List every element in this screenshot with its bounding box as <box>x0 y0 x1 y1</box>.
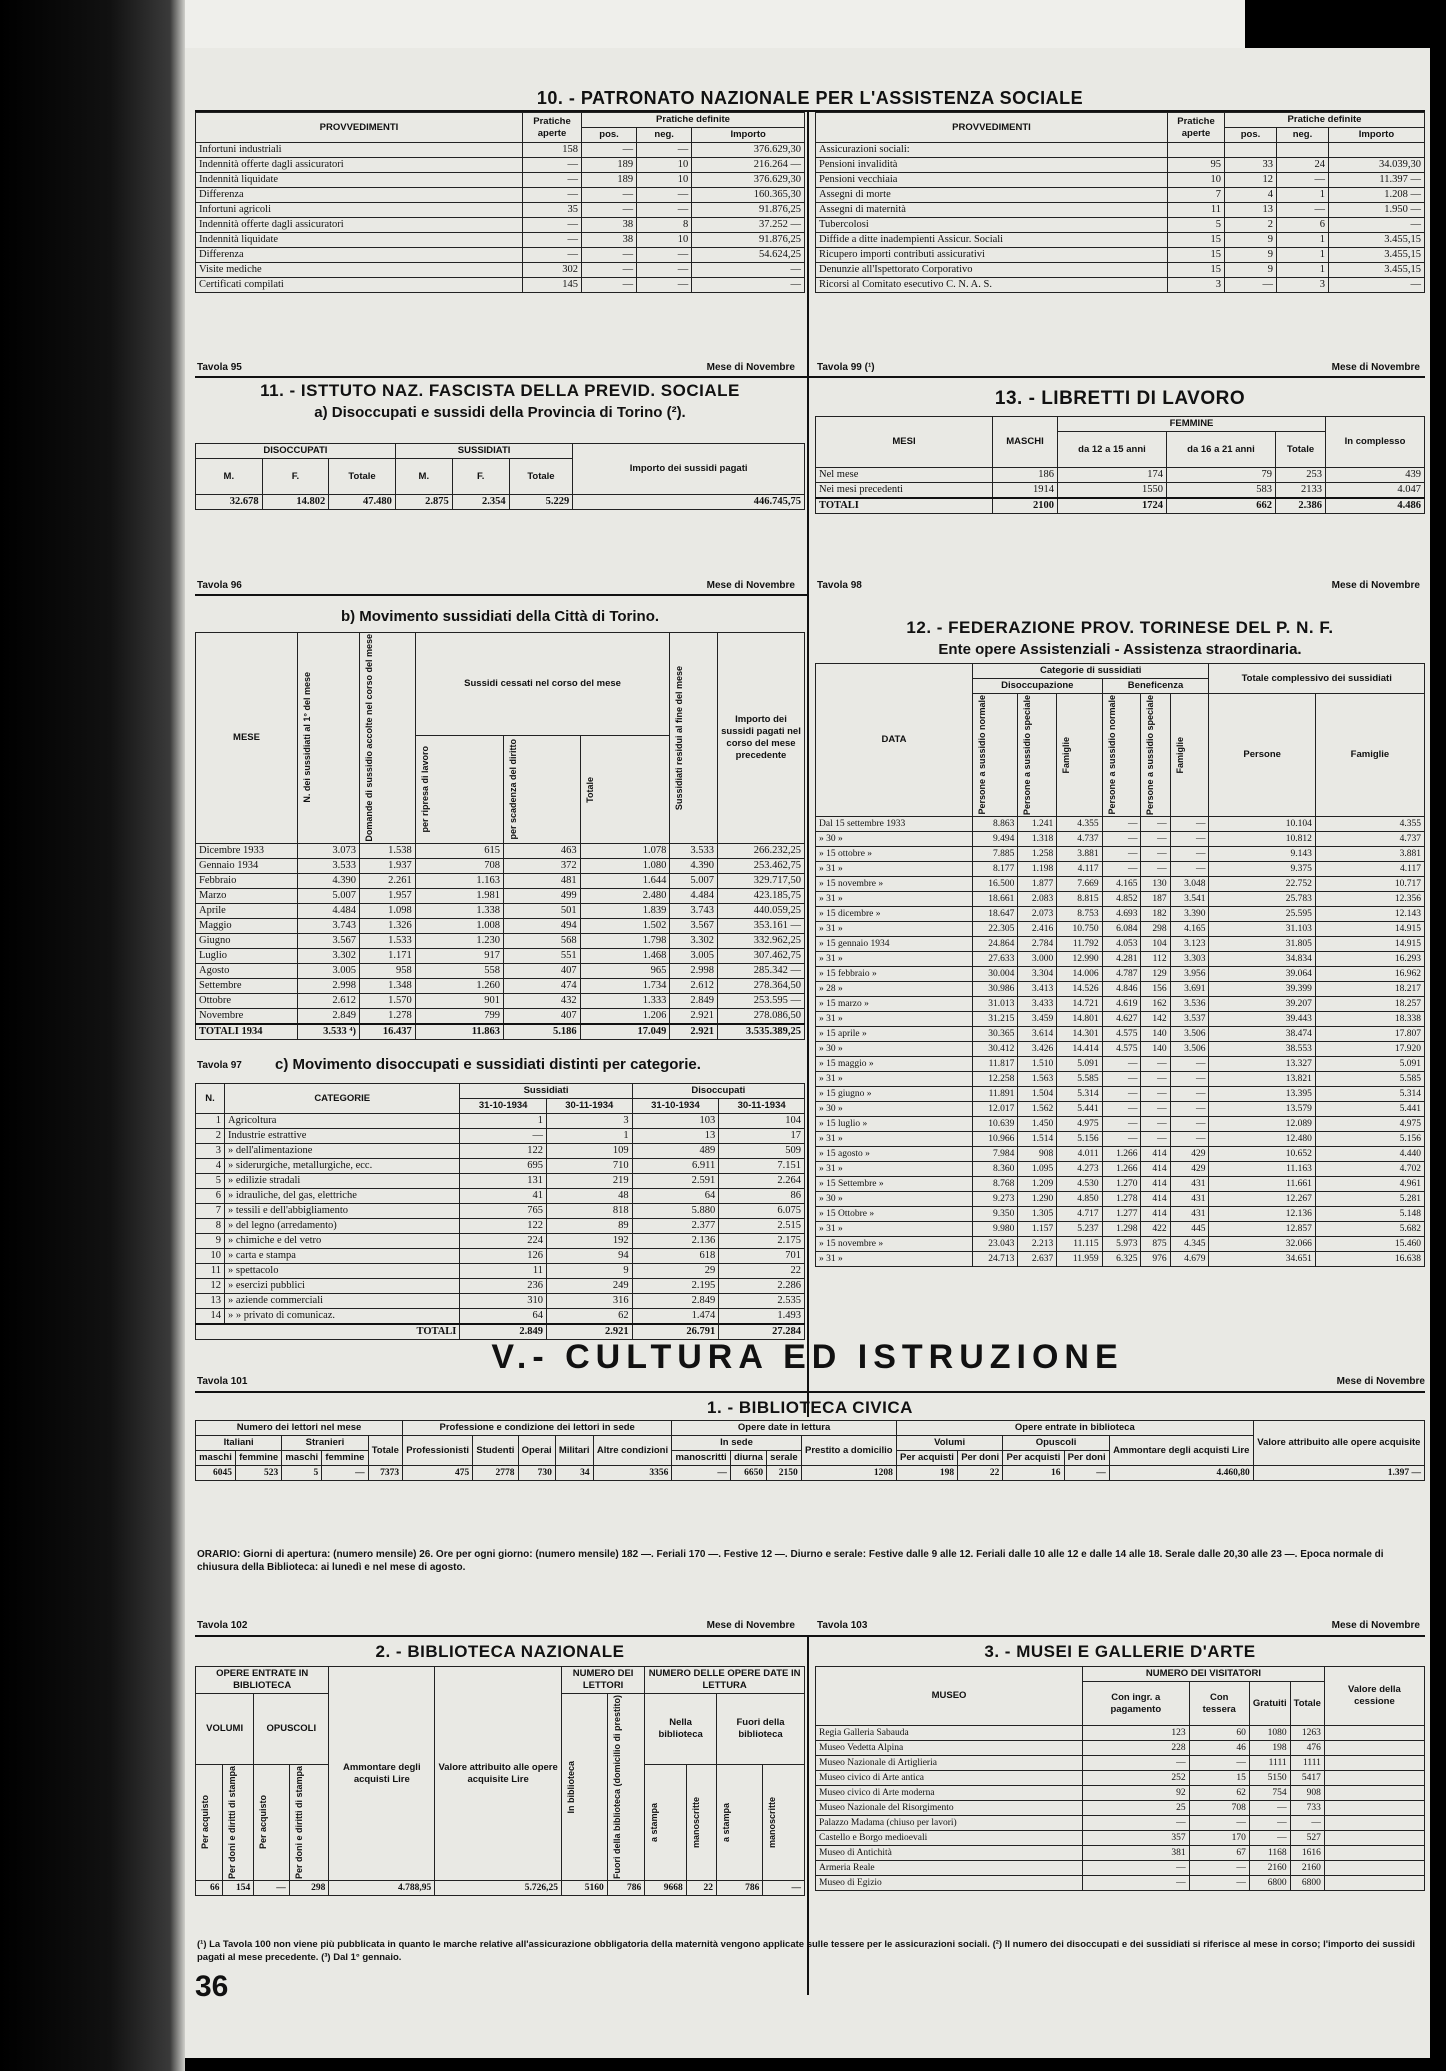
patronato-right-table-wrap <box>815 112 1425 402</box>
table-row: 12 » esercizi pubblici 236 249 2.195 2.286 <box>196 1279 805 1294</box>
istituto-c-table: N. CATEGORIE Sussidiati Disoccupati 31-10-1934 30-11-1934 31-10-1934 30-11-1934 1 Agricoltura 1 3 103 104 2 Industrie estrattive — 1 13 17 3 » dell'alimentazione 122 109 489 509 4 » siderurgiche, metallurgiche, ecc. 695 710 6.911 7.151 5 » edilizie stradali 131 219 2.591 2.264 6 » idrauliche, del gas, elettriche 41 48 64 86 7 » tessili e dell'abbigliamento 765 818 5.880 6.075 8 » del legno (arredamento) 122 89 2.377 2.515 9 » chimiche e del vetro 224 192 2.136 2.175 10 » carta e stampa 126 94 618 701 11 » spettacolo 11 9 29 22 12 » esercizi pubblici 236 249 2.195 2.286 13 » aziende commerciali 310 316 2.849 2.535 14 » » privato di comunicaz. 64 62 1.474 1.493 TOTALI 2.849 2.921 26.791 27.284 <box>195 1083 805 1340</box>
table-row: » 31 » 31.215 3.459 14.801 4.627 142 3.537 39.443 18.338 <box>816 1012 1425 1027</box>
rule <box>195 594 807 596</box>
mese-102: Mese di Novembre <box>706 1620 795 1631</box>
table-row: » 15 Settembre » 8.768 1.209 4.530 1.270 414 431 11.661 4.961 <box>816 1177 1425 1192</box>
table-row: Assicurazioni sociali: <box>816 143 1425 158</box>
biblioteca-civica-table: Numero dei lettori nel mese Professione e condizione dei lettori in sede Opere date in lettura Opere entrate in biblioteca Valore attribuito alle opere acquisite Italiani Stranieri Totale Professionisti Studenti Operai Militari Altre condizioni In sede Prestito a domicilio Volumi Opuscoli Ammontare degli acquisti Lire maschi femmine maschi femmine manoscritti diurna serale Per acquisti Per doni Per acquisti Per doni 6045 523 5 — 7373 475 2778 730 34 3356 — 6650 2150 1208 198 22 16 — 4.460,80 1.397 — <box>195 1420 1425 1481</box>
table-row: Infortuni agricoli 35 — — 91.876,25 <box>196 203 805 218</box>
col-provvedimenti: PROVVEDIMENTI <box>816 113 1168 143</box>
table-row: 11 » spettacolo 11 9 29 22 <box>196 1264 805 1279</box>
orario-note: ORARIO: Giorni di apertura: (numero mensile) 26. Ore per ogni giorno: (numero mensile) 182 —. Feriali 170 —. Festive 12 —. Diurno e serale: Festive dalle 9 alle 12. Feriali dalle 10 alle 12 e dalle 14 alle 18. Serale dalle 20,30 alle 23 —. Epoca normale di chiusura della Biblioteca: ai lunedì e nel mese di agosto. <box>197 1549 1384 1573</box>
table-row: Museo di Egizio — — 6800 6800 <box>816 1876 1425 1891</box>
table-row: Assegni di morte 7 4 1 1.208 — <box>816 188 1425 203</box>
table-row: » 28 » 30.986 3.413 14.526 4.846 156 3.691 39.399 18.217 <box>816 982 1425 997</box>
col-definite: Pratiche definite <box>1225 113 1425 128</box>
table-row: 5 » edilizie stradali 131 219 2.591 2.264 <box>196 1174 805 1189</box>
table-row: » 15 giugno » 11.891 1.504 5.314 — — — 13.395 5.314 <box>816 1087 1425 1102</box>
tavola-99: Tavola 99 (¹) <box>817 362 875 373</box>
table-row: Infortuni industriali 158 — — 376.629,30 <box>196 143 805 158</box>
table-row: 8 » del legno (arredamento) 122 89 2.377 2.515 <box>196 1219 805 1234</box>
table-row: » 15 novembre » 23.043 2.213 11.115 5.973 875 4.345 32.066 15.460 <box>816 1237 1425 1252</box>
col-sussidiati: SUSSIDIATI <box>395 444 572 459</box>
table-row: » 15 dicembre » 18.647 2.073 8.753 4.693 182 3.390 25.595 12.143 <box>816 907 1425 922</box>
table-row: Armeria Reale — — 2160 2160 <box>816 1861 1425 1876</box>
table-row: 3 » dell'alimentazione 122 109 489 509 <box>196 1144 805 1159</box>
table-row: » 31 » 10.966 1.514 5.156 — — — 12.480 5.156 <box>816 1132 1425 1147</box>
col-pos: pos. <box>582 128 637 143</box>
col-neg: neg. <box>1276 128 1328 143</box>
table-row: 13 » aziende commerciali 310 316 2.849 2.535 <box>196 1294 805 1309</box>
col-aperte: Pratiche aperte <box>523 113 582 143</box>
table-row: Settembre 2.998 1.348 1.260 474 1.734 2.612 278.364,50 <box>196 978 805 993</box>
table-row: » 15 gennaio 1934 24.864 2.784 11.792 4.053 104 3.123 31.805 14.915 <box>816 937 1425 952</box>
rule <box>195 376 1425 378</box>
table-row: » 15 marzo » 31.013 3.433 14.721 4.619 162 3.536 39.207 18.257 <box>816 997 1425 1012</box>
biblioteca-nazionale-title: 2. - BIBLIOTECA NAZIONALE <box>375 1642 625 1661</box>
table-row: Indennità offerte dagli assicuratori — 38 8 37.252 — <box>196 218 805 233</box>
table-row: » 15 febbraio » 30.004 3.304 14.006 4.787 129 3.956 39.064 16.962 <box>816 967 1425 982</box>
mese-96: Mese di Novembre <box>706 580 795 591</box>
col-pos: pos. <box>1225 128 1277 143</box>
table-row: Ricupero importi contributi assicurativi 15 9 1 3.455,15 <box>816 248 1425 263</box>
scan-left-shadow <box>0 0 185 2071</box>
table-row: Aprile 4.484 1.098 1.338 501 1.839 3.743 440.059,25 <box>196 903 805 918</box>
patronato-title: 10. - PATRONATO NAZIONALE PER L'ASSISTENZA SOCIALE <box>536 88 1084 108</box>
table-row: 66 154 — 298 4.788,95 5.726,25 5160 786 9668 22 786 — <box>196 1881 805 1896</box>
table-row: Museo civico di Arte moderna 92 62 754 908 <box>816 1786 1425 1801</box>
patronato-left-table <box>195 112 805 293</box>
table-row: » 30 » 12.017 1.562 5.441 — — — 13.579 5.441 <box>816 1102 1425 1117</box>
table-row: » 15 aprile » 30.365 3.614 14.301 4.575 140 3.506 38.474 17.807 <box>816 1027 1425 1042</box>
mese-98: Mese di Novembre <box>1331 580 1420 591</box>
tavola-101: Tavola 101 <box>197 1376 248 1387</box>
table-row: Agosto 3.005 958 558 407 965 2.998 285.342 — <box>196 963 805 978</box>
mese-99: Mese di Novembre <box>1331 362 1420 373</box>
document-page <box>185 48 1430 2058</box>
scan-top-margin <box>185 0 1245 48</box>
istituto-header <box>195 381 805 441</box>
center-rule <box>807 112 809 1417</box>
istituto-sub-a: a) Disoccupati e sussidi della Provincia di Torino (²). <box>314 404 686 421</box>
table-row: Luglio 3.302 1.171 917 551 1.468 3.005 307.462,75 <box>196 948 805 963</box>
istituto-title: 11. - ISTTUTO NAZ. FASCISTA DELLA PREVID. SOCIALE <box>260 381 740 400</box>
table-row: » 15 maggio » 11.817 1.510 5.091 — — — 13.327 5.091 <box>816 1057 1425 1072</box>
table-row: » 31 » 27.633 3.000 12.990 4.281 112 3.303 34.834 16.293 <box>816 952 1425 967</box>
table-row: Museo di Antichità 381 67 1168 1616 <box>816 1846 1425 1861</box>
col-f: F. <box>262 459 329 495</box>
istituto-b-table-wrap <box>195 632 805 1042</box>
table-row: Regia Galleria Sabauda 123 60 1080 1263 <box>816 1726 1425 1741</box>
table-row: Indennità offerte dagli assicuratori — 189 10 216.264 — <box>196 158 805 173</box>
table-row: Indennità liquidate — 38 10 91.876,25 <box>196 233 805 248</box>
patronato-right-table <box>815 112 1425 293</box>
table-row: Museo Nazionale del Risorgimento 25 708 — 733 <box>816 1801 1425 1816</box>
table-row: Nei mesi precedenti 1914 1550 583 2133 4.047 <box>816 483 1425 499</box>
libretti-title: 13. - LIBRETTI DI LAVORO <box>994 388 1246 409</box>
col-totale: Totale <box>329 459 396 495</box>
col-disoccupati: DISOCCUPATI <box>196 444 396 459</box>
istituto-sub-b: b) Movimento sussidiati della Città di Torino. <box>340 608 660 625</box>
table-row: Museo Vedetta Alpina 228 46 198 476 <box>816 1741 1425 1756</box>
libretti-table-wrap <box>815 416 1425 576</box>
tavola-103: Tavola 103 <box>817 1620 868 1631</box>
table-row: 14 » » privato di comunicaz. 64 62 1.474 1.493 <box>196 1309 805 1325</box>
istituto-a-table-wrap <box>195 443 805 543</box>
table-row: Differenza — — — 160.365,30 <box>196 188 805 203</box>
table-row: Febbraio 4.390 2.261 1.163 481 1.644 5.007 329.717,50 <box>196 873 805 888</box>
total-row: TOTALI 2100 1724 662 2.386 4.486 <box>816 498 1425 514</box>
table-row: » 15 luglio » 10.639 1.450 4.975 — — — 12.089 4.975 <box>816 1117 1425 1132</box>
biblioteca-civica-title: 1. - BIBLIOTECA CIVICA <box>707 1398 913 1417</box>
musei-table-wrap <box>815 1666 1425 1976</box>
col-m: M. <box>196 459 263 495</box>
table-row: 7 » tessili e dell'abbigliamento 765 818 5.880 6.075 <box>196 1204 805 1219</box>
biblioteca-nazionale-table: OPERE ENTRATE IN BIBLIOTECA Ammontare degli acquisti Lire Valore attribuito alle opere acquisite Lire NUMERO DEI LETTORI NUMERO DELLE OPERE DATE IN LETTURA VOLUMI OPUSCOLI In biblioteca Fuori della biblioteca (domicilio di prestito) Nella biblioteca Fuori della biblioteca Per acquisto Per doni e diritti di stampa Per acquisto Per doni e diritti di stampa a stampa manoscritte a stampa manoscritte 66 154 — 298 4.788,95 5.726,25 5160 786 9668 22 786 — <box>195 1666 805 1896</box>
table-row: 6 » idrauliche, del gas, elettriche 41 48 64 86 <box>196 1189 805 1204</box>
tavola-96: Tavola 96 <box>197 580 242 591</box>
table-row: » 15 agosto » 7.984 908 4.011 1.266 414 429 10.652 4.440 <box>816 1147 1425 1162</box>
col-totale: Totale <box>509 459 573 495</box>
table-row: » 30 » 9.273 1.290 4.850 1.278 414 431 12.267 5.281 <box>816 1192 1425 1207</box>
tavola-97: Tavola 97 <box>197 1060 242 1071</box>
table-row: Gennaio 1934 3.533 1.937 708 372 1.080 4.390 253.462,75 <box>196 858 805 873</box>
table-row: Pensioni vecchiaia 10 12 — 11.397 — <box>816 173 1425 188</box>
table-row: 9 » chimiche e del vetro 224 192 2.136 2.175 <box>196 1234 805 1249</box>
table-row: 1 Agricoltura 1 3 103 104 <box>196 1114 805 1129</box>
table-row: » 15 novembre » 16.500 1.877 7.669 4.165 130 3.048 22.752 10.717 <box>816 877 1425 892</box>
total-row: TOTALI 1934 3.533 ⁴) 16.437 11.863 5.186 17.049 2.921 3.535.389,25 <box>196 1024 805 1040</box>
istituto-b-table: MESE N. dei sussidiati al 1° del mese Domande di sussidio accolte nel corso del mese Sussidi cessati nel corso del mese Sussidiati residui al fine del mese Importo dei sussidi pagati nel corso del mese precedente per ripresa di lavoro per scadenza del diritto Totale Dicembre 1933 3.073 1.538 615 463 1.078 3.533 266.232,25 Gennaio 1934 3.533 1.937 708 372 1.080 4.390 253.462,75 Febbraio 4.390 2.261 1.163 481 1.644 5.007 329.717,50 Marzo 5.007 1.957 1.981 499 2.480 4.484 423.185,75 Aprile 4.484 1.098 1.338 501 1.839 3.743 440.059,25 Maggio 3.743 1.326 1.008 494 1.502 3.567 353.161 — Giugno 3.567 1.533 1.230 568 1.798 3.302 332.962,25 Luglio 3.302 1.171 917 551 1.468 3.005 307.462,75 Agosto 3.005 958 558 407 965 2.998 285.342 — Settembre 2.998 1.348 1.260 474 1.734 2.612 278.364,50 Ottobre 2.612 1.570 901 432 1.333 2.849 253.595 — Novembre 2.849 1.278 799 407 1.206 2.921 278.086,50 TOTALI 1934 3.533 ⁴) 16.437 11.863 5.186 17.049 2.921 3.535.389,25 <box>195 632 805 1040</box>
table-row: Differenza — — — 54.624,25 <box>196 248 805 263</box>
table-row: » 31 » 18.661 2.083 8.815 4.852 187 3.541 25.783 12.356 <box>816 892 1425 907</box>
tavola-95: Tavola 95 <box>197 362 242 373</box>
table-row: Museo Nazionale di Artiglieria — — 1111 1111 <box>816 1756 1425 1771</box>
table-row: » 30 » 30.412 3.426 14.414 4.575 140 3.506 38.553 17.920 <box>816 1042 1425 1057</box>
biblioteca-nazionale-table-wrap <box>195 1666 805 1976</box>
col-provvedimenti: PROVVEDIMENTI <box>196 113 523 143</box>
federazione-table-wrap <box>815 663 1425 1393</box>
table-row: » 31 » 22.305 2.416 10.750 6.084 298 4.165 31.103 14.915 <box>816 922 1425 937</box>
col-m: M. <box>395 459 452 495</box>
federazione-table: DATA Categorie di sussidiati Totale complessivo dei sussidiati Disoccupazione Beneficenza Persone a sussidio normale Persone a sussidio speciale Famiglie Persone a sussidio normale Persone a sussidio speciale Famiglie Persone Famiglie Dal 15 settembre 1933 8.863 1.241 4.355 — — — 10.104 4.355 » 30 » 9.494 1.318 4.737 — — — 10.812 4.737 » 15 ottobre » 7.885 1.258 3.881 — — — 9.143 3.881 » 31 » 8.177 1.198 4.117 — — — 9.375 4.117 » 15 novembre » 16.500 1.877 7.669 4.165 130 3.048 22.752 10.717 » 31 » 18.661 2.083 8.815 4.852 187 3.541 25.783 12.356 » 15 dicembre » 18.647 2.073 8.753 4.693 182 3.390 25.595 12.143 » 31 » 22.305 2.416 10.750 6.084 298 4.165 31.103 14.915 » 15 gennaio 1934 24.864 2.784 11.792 4.053 104 3.123 31.805 14.915 » 31 » 27.633 3.000 12.990 4.281 112 3.303 34.834 16.293 » 15 febbraio » 30.004 3.304 14.006 4.787 129 3.956 39.064 16.962 » 28 » 30.986 3.413 14.526 4.846 156 3.691 39.399 18.217 » 15 marzo » 31.013 3.433 14.721 4.619 162 3.536 39.207 18.257 » 31 » 31.215 3.459 14.801 4.627 142 3.537 39.443 18.338 » 15 aprile » 30.365 3.614 14.301 4.575 140 3.506 38.474 17.807 » 30 » 30.412 3.426 14.414 4.575 140 3.506 38.553 17.920 » 15 maggio » 11.817 1.510 5.091 — — — 13.327 5.091 » 31 » 12.258 1.563 5.585 — — — 13.821 5.585 » 15 giugno » 11.891 1.504 5.314 — — — 13.395 5.314 » 30 » 12.017 1.562 5.441 — — — 13.579 5.441 » 15 luglio » 10.639 1.450 4.975 — — — 12.089 4.975 » 31 » 10.966 1.514 5.156 — — — 12.480 5.156 » 15 agosto » 7.984 908 4.011 1.266 414 429 10.652 4.440 » 31 » 8.360 1.095 4.273 1.266 414 429 11.163 4.702 » 15 Settembre » 8.768 1.209 4.530 1.270 414 431 11.661 4.961 » 30 » 9.273 1.290 4.850 1.278 414 431 12.267 5.281 » 15 Ottobre » 9.350 1.305 4.717 1.277 414 431 12.136 5.148 » 31 » 9.980 1.157 5.237 1.298 422 445 12.857 5.682 » 15 novembre » 23.043 2.213 11.115 5.973 875 4.345 32.066 15.460 » 31 » 24.713 2.637 11.959 6.325 976 4.679 34.651 16.638 <box>815 663 1425 1267</box>
table-row: Assegni di maternità 11 13 — 1.950 — <box>816 203 1425 218</box>
libretti-table: MESI MASCHI FEMMINE In complesso da 12 a 15 anni da 16 a 21 anni Totale Nel mese 186 174 79 253 439 Nei mesi precedenti 1914 1550 583 2133 4.047 TOTALI 2100 1724 662 2.386 4.486 <box>815 416 1425 514</box>
musei-table: MUSEO NUMERO DEI VISITATORI Valore della cessione Con ingr. a pagamento Con tessera Gratuiti Totale Regia Galleria Sabauda 123 60 1080 1263 Museo Vedetta Alpina 228 46 198 476 Museo Nazionale di Artiglieria — — 1111 1111 Museo civico di Arte antica 252 15 5150 5417 Museo civico di Arte moderna 92 62 754 908 Museo Nazionale del Risorgimento 25 708 — 733 Palazzo Madama (chiuso per lavori) — — — — Castello e Borgo medioevali 357 170 — 527 Museo di Antichità 381 67 1168 1616 Armeria Reale — — 2160 2160 Museo di Egizio — — 6800 6800 <box>815 1666 1425 1891</box>
table-row: Maggio 3.743 1.326 1.008 494 1.502 3.567 353.161 — <box>196 918 805 933</box>
page-number: 36 <box>195 1970 229 2003</box>
footnote: (¹) La Tavola 100 non viene più pubblicata in quanto le marche relative all'assicurazione obbligatoria della maternità vengono applicate sulle tessere per le assicurazioni sociali. (²) Il numero dei disoccupati e dei sussidiati si riferisce al mese in corso; l'importo dei sussidi pagati al mese precedente. (³) Dal 1° gennaio. <box>197 1939 1416 1963</box>
table-row: 4 » siderurgiche, metallurgiche, ecc. 695 710 6.911 7.151 <box>196 1159 805 1174</box>
table-row: 32.678 14.802 47.480 2.875 2.354 5.229 446.745,75 <box>196 495 805 510</box>
table-row: Pensioni invalidità 95 33 24 34.039,30 <box>816 158 1425 173</box>
table-row: Castello e Borgo medioevali 357 170 — 527 <box>816 1831 1425 1846</box>
table-row: 10 » carta e stampa 126 94 618 701 <box>196 1249 805 1264</box>
col-importo: Importo dei sussidi pagati <box>573 444 805 495</box>
table-row: Ricorsi al Comitato esecutivo C. N. A. S. 3 — 3 — <box>816 278 1425 293</box>
table-row: » 31 » 8.360 1.095 4.273 1.266 414 429 11.163 4.702 <box>816 1162 1425 1177</box>
table-row: Dicembre 1933 3.073 1.538 615 463 1.078 3.533 266.232,25 <box>196 843 805 858</box>
rule <box>195 1635 1425 1637</box>
table-row: » 31 » 24.713 2.637 11.959 6.325 976 4.679 34.651 16.638 <box>816 1252 1425 1267</box>
cultura-title: V.- CULTURA ED ISTRUZIONE <box>491 1338 1124 1376</box>
table-row: 2 Industrie estrattive — 1 13 17 <box>196 1129 805 1144</box>
col-importo: Importo <box>1328 128 1424 143</box>
col-aperte: Pratiche aperte <box>1168 113 1225 143</box>
table-row: » 15 ottobre » 7.885 1.258 3.881 — — — 9.143 3.881 <box>816 847 1425 862</box>
mese-103: Mese di Novembre <box>1331 1620 1420 1631</box>
col-neg: neg. <box>637 128 692 143</box>
patronato-left-table-wrap <box>195 112 805 402</box>
table-row: Museo civico di Arte antica 252 15 5150 5417 <box>816 1771 1425 1786</box>
table-row: Dal 15 settembre 1933 8.863 1.241 4.355 — — — 10.104 4.355 <box>816 817 1425 832</box>
istituto-a-table <box>195 443 805 510</box>
table-row: Visite mediche 302 — — — <box>196 263 805 278</box>
table-row: Indennità liquidate — 189 10 376.629,30 <box>196 173 805 188</box>
table-row: Novembre 2.849 1.278 799 407 1.206 2.921 278.086,50 <box>196 1008 805 1024</box>
table-row: Denunzie all'Ispettorato Corporativo 15 9 1 3.455,15 <box>816 263 1425 278</box>
table-row: Diffide a ditte inadempienti Assicur. Sociali 15 9 1 3.455,15 <box>816 233 1425 248</box>
federazione-title: 12. - FEDERAZIONE PROV. TORINESE DEL P. N. F. <box>906 618 1334 637</box>
table-row: Palazzo Madama (chiuso per lavori) — — — — <box>816 1816 1425 1831</box>
istituto-sub-c: c) Movimento disoccupati e sussidiati distinti per categorie. <box>275 1056 701 1073</box>
col-importo: Importo <box>692 128 805 143</box>
table-row: » 31 » 8.177 1.198 4.117 — — — 9.375 4.117 <box>816 862 1425 877</box>
table-row: Nel mese 186 174 79 253 439 <box>816 468 1425 483</box>
table-row: » 15 Ottobre » 9.350 1.305 4.717 1.277 414 431 12.136 5.148 <box>816 1207 1425 1222</box>
tavola-102: Tavola 102 <box>197 1620 248 1631</box>
table-row: Ottobre 2.612 1.570 901 432 1.333 2.849 253.595 — <box>196 993 805 1008</box>
biblioteca-civica-table-wrap <box>195 1420 1425 1545</box>
table-row: Giugno 3.567 1.533 1.230 568 1.798 3.302 332.962,25 <box>196 933 805 948</box>
rule <box>195 1391 1425 1393</box>
table-row: » 31 » 12.258 1.563 5.585 — — — 13.821 5.585 <box>816 1072 1425 1087</box>
musei-title: 3. - MUSEI E GALLERIE D'ARTE <box>984 1642 1256 1661</box>
table-row: Marzo 5.007 1.957 1.981 499 2.480 4.484 423.185,75 <box>196 888 805 903</box>
table-row: » 30 » 9.494 1.318 4.737 — — — 10.812 4.737 <box>816 832 1425 847</box>
total-row: TOTALI 2.849 2.921 26.791 27.284 <box>196 1324 805 1340</box>
mese-95: Mese di Novembre <box>706 362 795 373</box>
table-row: » 31 » 9.980 1.157 5.237 1.298 422 445 12.857 5.682 <box>816 1222 1425 1237</box>
mese-101: Mese di Novembre <box>1336 1376 1425 1387</box>
col-f: F. <box>452 459 509 495</box>
table-row: Certificati compilati 145 — — — <box>196 278 805 293</box>
table-row: 6045 523 5 — 7373 475 2778 730 34 3356 — 6650 2150 1208 198 22 16 — 4.460,80 1.397 — <box>196 1466 1425 1481</box>
federazione-subtitle: Ente opere Assistenziali - Assistenza straordinaria. <box>938 641 1302 658</box>
tavola-98: Tavola 98 <box>817 580 862 591</box>
table-row: Tubercolosi 5 2 6 — <box>816 218 1425 233</box>
col-definite: Pratiche definite <box>582 113 805 128</box>
